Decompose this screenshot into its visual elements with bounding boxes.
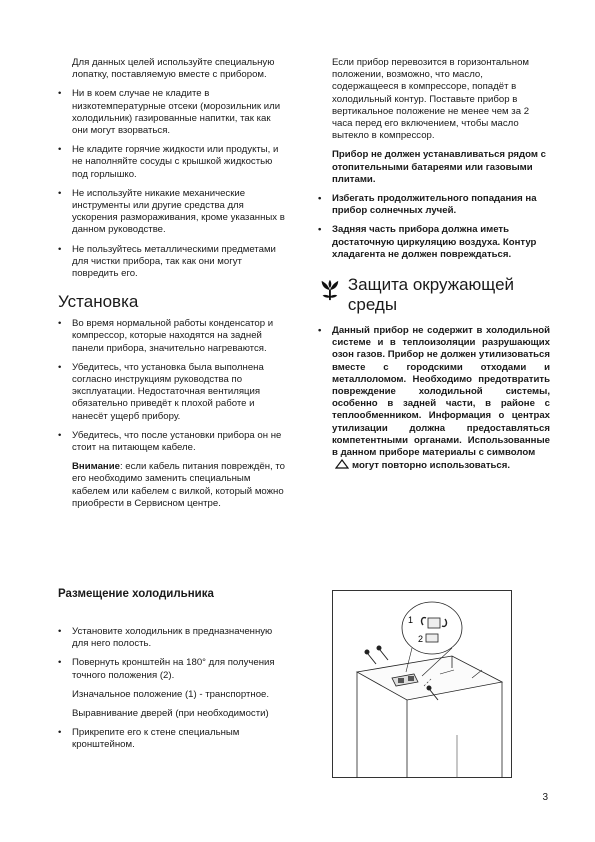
environment-header [318, 275, 550, 315]
list-item: • Не кладите горячие жидкости или продукты, и не наполняйте сосуды с крышкой жидкостью под горлышко. [58, 144, 288, 181]
door-alignment-note: Выравнивание дверей (при необходимости) [72, 708, 269, 720]
list-item: • Не используйте никакие механические инструменты или другие средства для ускорения размораживания, кроме указанных в данном руководстве. [58, 188, 288, 237]
heaters-paragraph: Прибор не должен устанавливаться рядом с отопительными батареями или газовыми плитами. [332, 149, 546, 185]
list-item: • Избегать продолжительного попадания на прибор солнечных лучей. [318, 193, 550, 217]
list-item: • Установите холодильник в предназначенную для него полость. [58, 626, 290, 650]
attention-text: : если кабель питания повреждён, то его необходимо заменить специальным кабелем или кабелем с вилкой, который можно приобрести в Сервисном центре. [72, 461, 285, 509]
list-item: • Не пользуйтесь металлическими предметами для чистки прибора, так как они могут повредить его. [58, 244, 288, 281]
transport-position-note: Изначальное положение (1) - транспортное. [72, 688, 270, 700]
environment-heading: Защита окружающей среды [347, 275, 515, 315]
transport-paragraph: Если прибор перевозится в горизонтальном положении, возможно, что масло, содержащееся в компрессоре, попадёт в холодильный контур. Поставьте прибор в вертикальное положение не менее чем за 2 часа перед его включением, чтобы масло вытекло в компрессор. [332, 57, 530, 142]
attention-label: Внимание [72, 461, 120, 473]
environment-list [318, 325, 550, 472]
environment-text: Данный прибор не содержит в холодильной системе и в теплоизоляции разрушающих озон газов. Прибор не должен утилизоваться вместе с городскими отходами и металлоломом. Необходимо предотвратить повреждение холодильной системы, особенно в задней части, в районе с теплообменником. Информация о центрах утилизации должна предоставляться компетентными органами. Использованные в данном приборе материалы с символом [332, 325, 550, 459]
flower-icon [318, 277, 342, 303]
list-item: • Прикрепите его к стене специальным кронштейном. [58, 727, 290, 751]
placement-list [58, 626, 290, 682]
attention-paragraph [58, 461, 288, 510]
list-item: • Убедитесь, что после установки прибора он не стоит на питающем кабеле. [58, 430, 288, 454]
figure-label-1: 1 [408, 615, 414, 625]
list-item: • Во время нормальной работы конденсатор и компрессор, которые находятся на задней панели прибора, значительно нагреваются. [58, 318, 288, 355]
page-number: 3 [542, 792, 548, 803]
intro-paragraph: Для данных целей используйте специальную лопатку, поставляемую вместе с прибором. [72, 57, 275, 81]
list-item: • Ни в коем случае не кладите в низкотемпературные отсеки (морозильник или холодильник) газированные напитки, так как они могут взорваться. [58, 88, 288, 137]
install-heading: Установка [58, 292, 139, 312]
safety-list [58, 88, 288, 280]
environment-text-end: могут повторно использоваться. [352, 460, 511, 472]
left-column [58, 57, 288, 517]
install-list [58, 318, 288, 454]
list-item: • Задняя часть прибора должна иметь достаточную циркуляцию воздуха. Контур хладагента не должен повреждаться. [318, 224, 550, 261]
figure-label-2: 2 [418, 634, 424, 644]
right-column [318, 57, 550, 479]
placement-heading: Размещение холодильника [58, 588, 214, 600]
placement-warnings-list [318, 193, 550, 261]
list-item: • Убедитесь, что установка была выполнена согласно инструкциям руководства по эксплуатации. Недостаточная вентиляция обязательно приведёт к плохой работе и нанесёт ущерб прибору. [58, 362, 288, 423]
list-item [318, 325, 550, 472]
bracket-installation-figure [332, 590, 512, 778]
recycle-icon [335, 459, 349, 469]
placement-list-2 [58, 727, 290, 751]
list-item: • Повернуть кронштейн на 180° для получения точного положения (2). [58, 657, 290, 681]
placement-column [58, 626, 290, 759]
